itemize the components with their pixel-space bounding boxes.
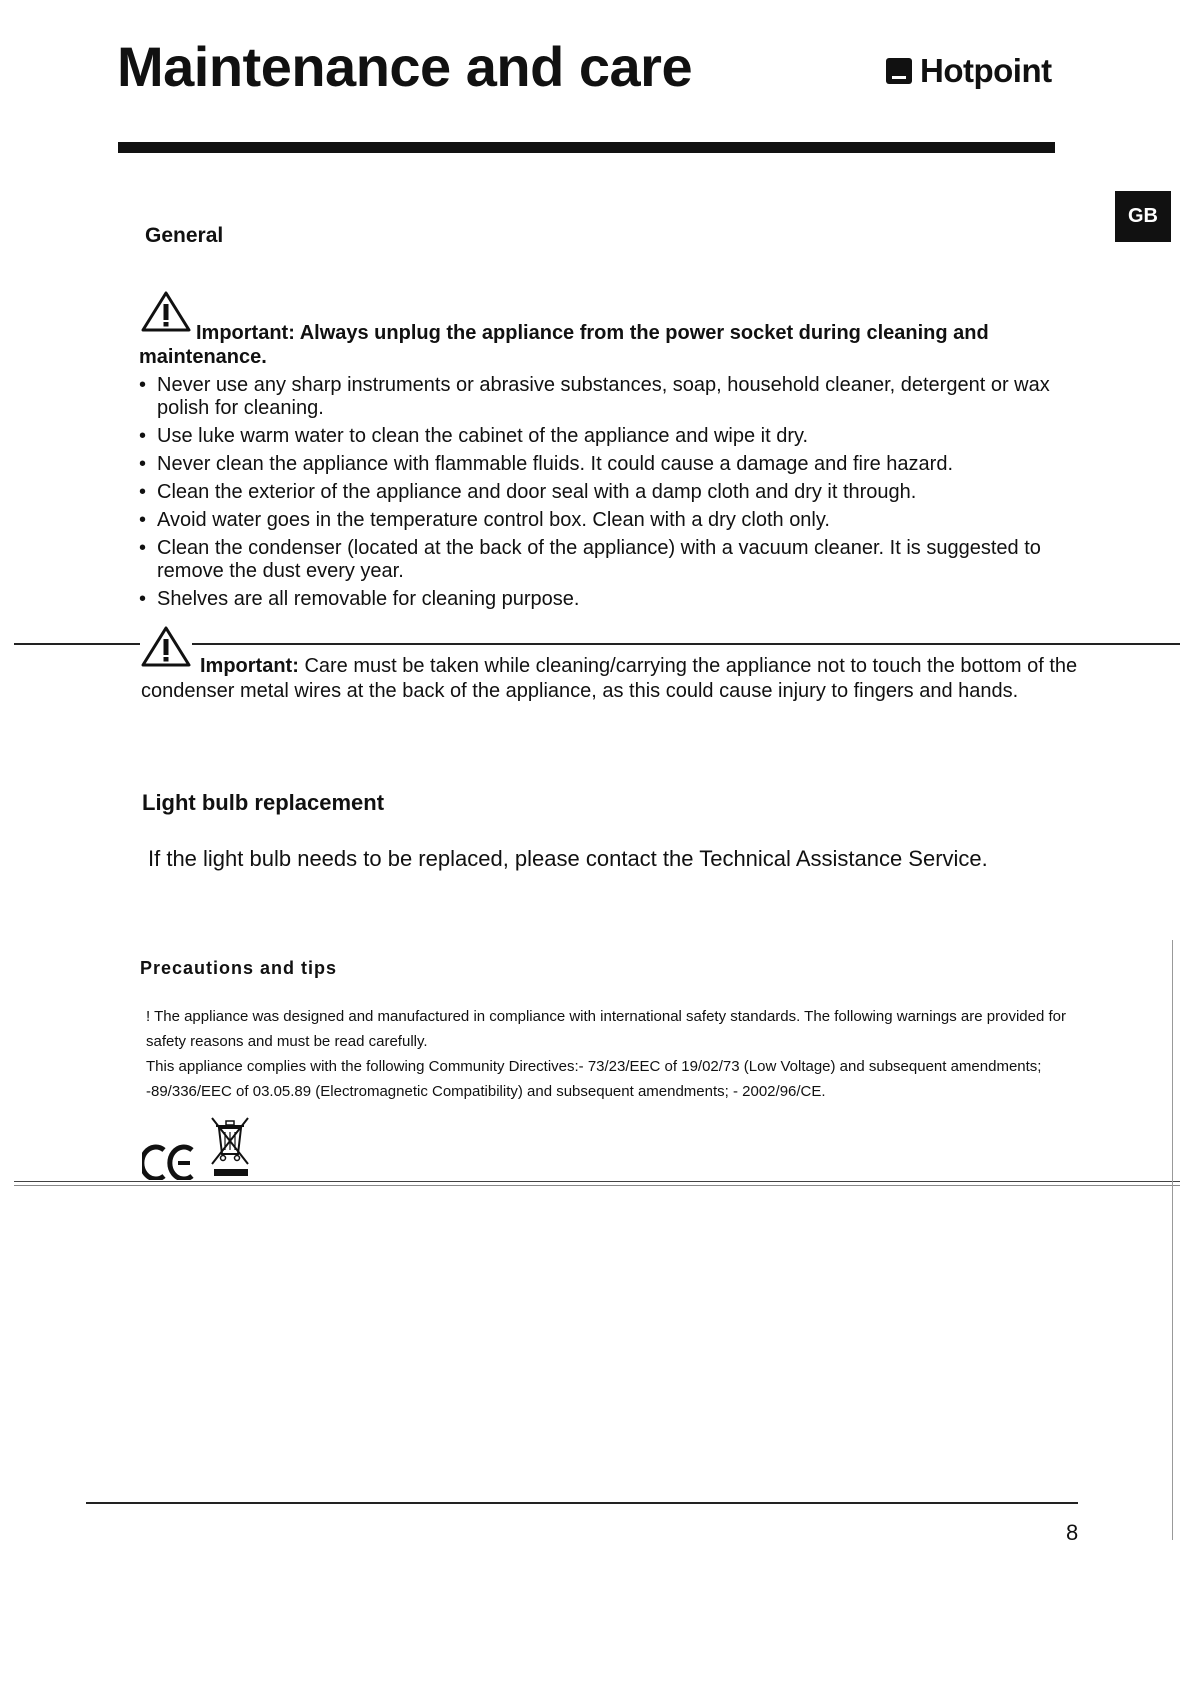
important-label: Important: — [200, 655, 299, 677]
header-divider — [118, 142, 1055, 153]
important-note-unplug: Important: Always unplug the appliance from the power socket during cleaning and maintenance. — [139, 322, 989, 368]
compliance-marks — [142, 1114, 257, 1185]
hotpoint-logo-icon — [886, 58, 912, 84]
list-item: • Avoid water goes in the temperature control box. Clean with a dry cloth only. — [137, 509, 1087, 532]
page-title: Maintenance and care — [117, 35, 693, 98]
brand-name: Hotpoint — [920, 52, 1052, 89]
precautions-line: This appliance complies with the following Community Directives:- 73/23/EEC of 19/02/73 (Low Voltage) and subsequent amendments; -89/336/EEC of 03.05.89 (Electromagnetic Compatibility) and subsequent amendments; - 2002/96/CE. — [146, 1058, 1042, 1100]
list-item: • Never use any sharp instruments or abrasive substances, soap, household cleaner, detergent or wax polish for cleaning. — [137, 374, 1087, 420]
section-divider — [14, 1185, 1180, 1186]
list-item: • Clean the exterior of the appliance and door seal with a damp cloth and dry it through. — [137, 481, 1087, 504]
page-number: 8 — [1066, 1520, 1079, 1545]
weee-bin-icon — [212, 1118, 248, 1176]
section-heading-general: General — [145, 224, 224, 247]
list-item: • Use luke warm water to clean the cabinet of the appliance and wipe it dry. — [137, 425, 1087, 448]
brand-logo — [886, 52, 1052, 90]
important-text: Care must be taken while cleaning/carrying the appliance not to touch the bottom of the condenser metal wires at the back of the appliance, as this could cause injury to fingers and hands. — [141, 655, 1078, 702]
precautions-line: ! The appliance was designed and manufactured in compliance with international safety standards. The following warnings are provided for safety reasons and must be read carefully. — [146, 1008, 1066, 1050]
cleaning-instructions-list — [137, 374, 1087, 616]
list-item: • Clean the condenser (located at the back of the appliance) with a vacuum cleaner. It is suggested to remove the dust every year. — [137, 537, 1087, 583]
language-tab: GB — [1115, 191, 1171, 242]
light-bulb-text: If the light bulb needs to be replaced, please contact the Technical Assistance Service. — [148, 846, 988, 871]
section-heading-light-bulb: Light bulb replacement — [142, 790, 385, 815]
section-heading-precautions: Precautions and tips — [140, 958, 338, 978]
list-item: • Never clean the appliance with flammable fluids. It could cause a damage and fire hazard. — [137, 453, 1087, 476]
list-item: • Shelves are all removable for cleaning purpose. — [137, 588, 1087, 611]
precautions-text — [146, 1004, 1080, 1104]
section-divider — [14, 1181, 1180, 1182]
important-note-condenser — [141, 654, 1101, 704]
footer-divider — [86, 1502, 1078, 1504]
ce-mark-icon — [142, 1147, 192, 1179]
page-edge-line — [1172, 940, 1173, 1540]
